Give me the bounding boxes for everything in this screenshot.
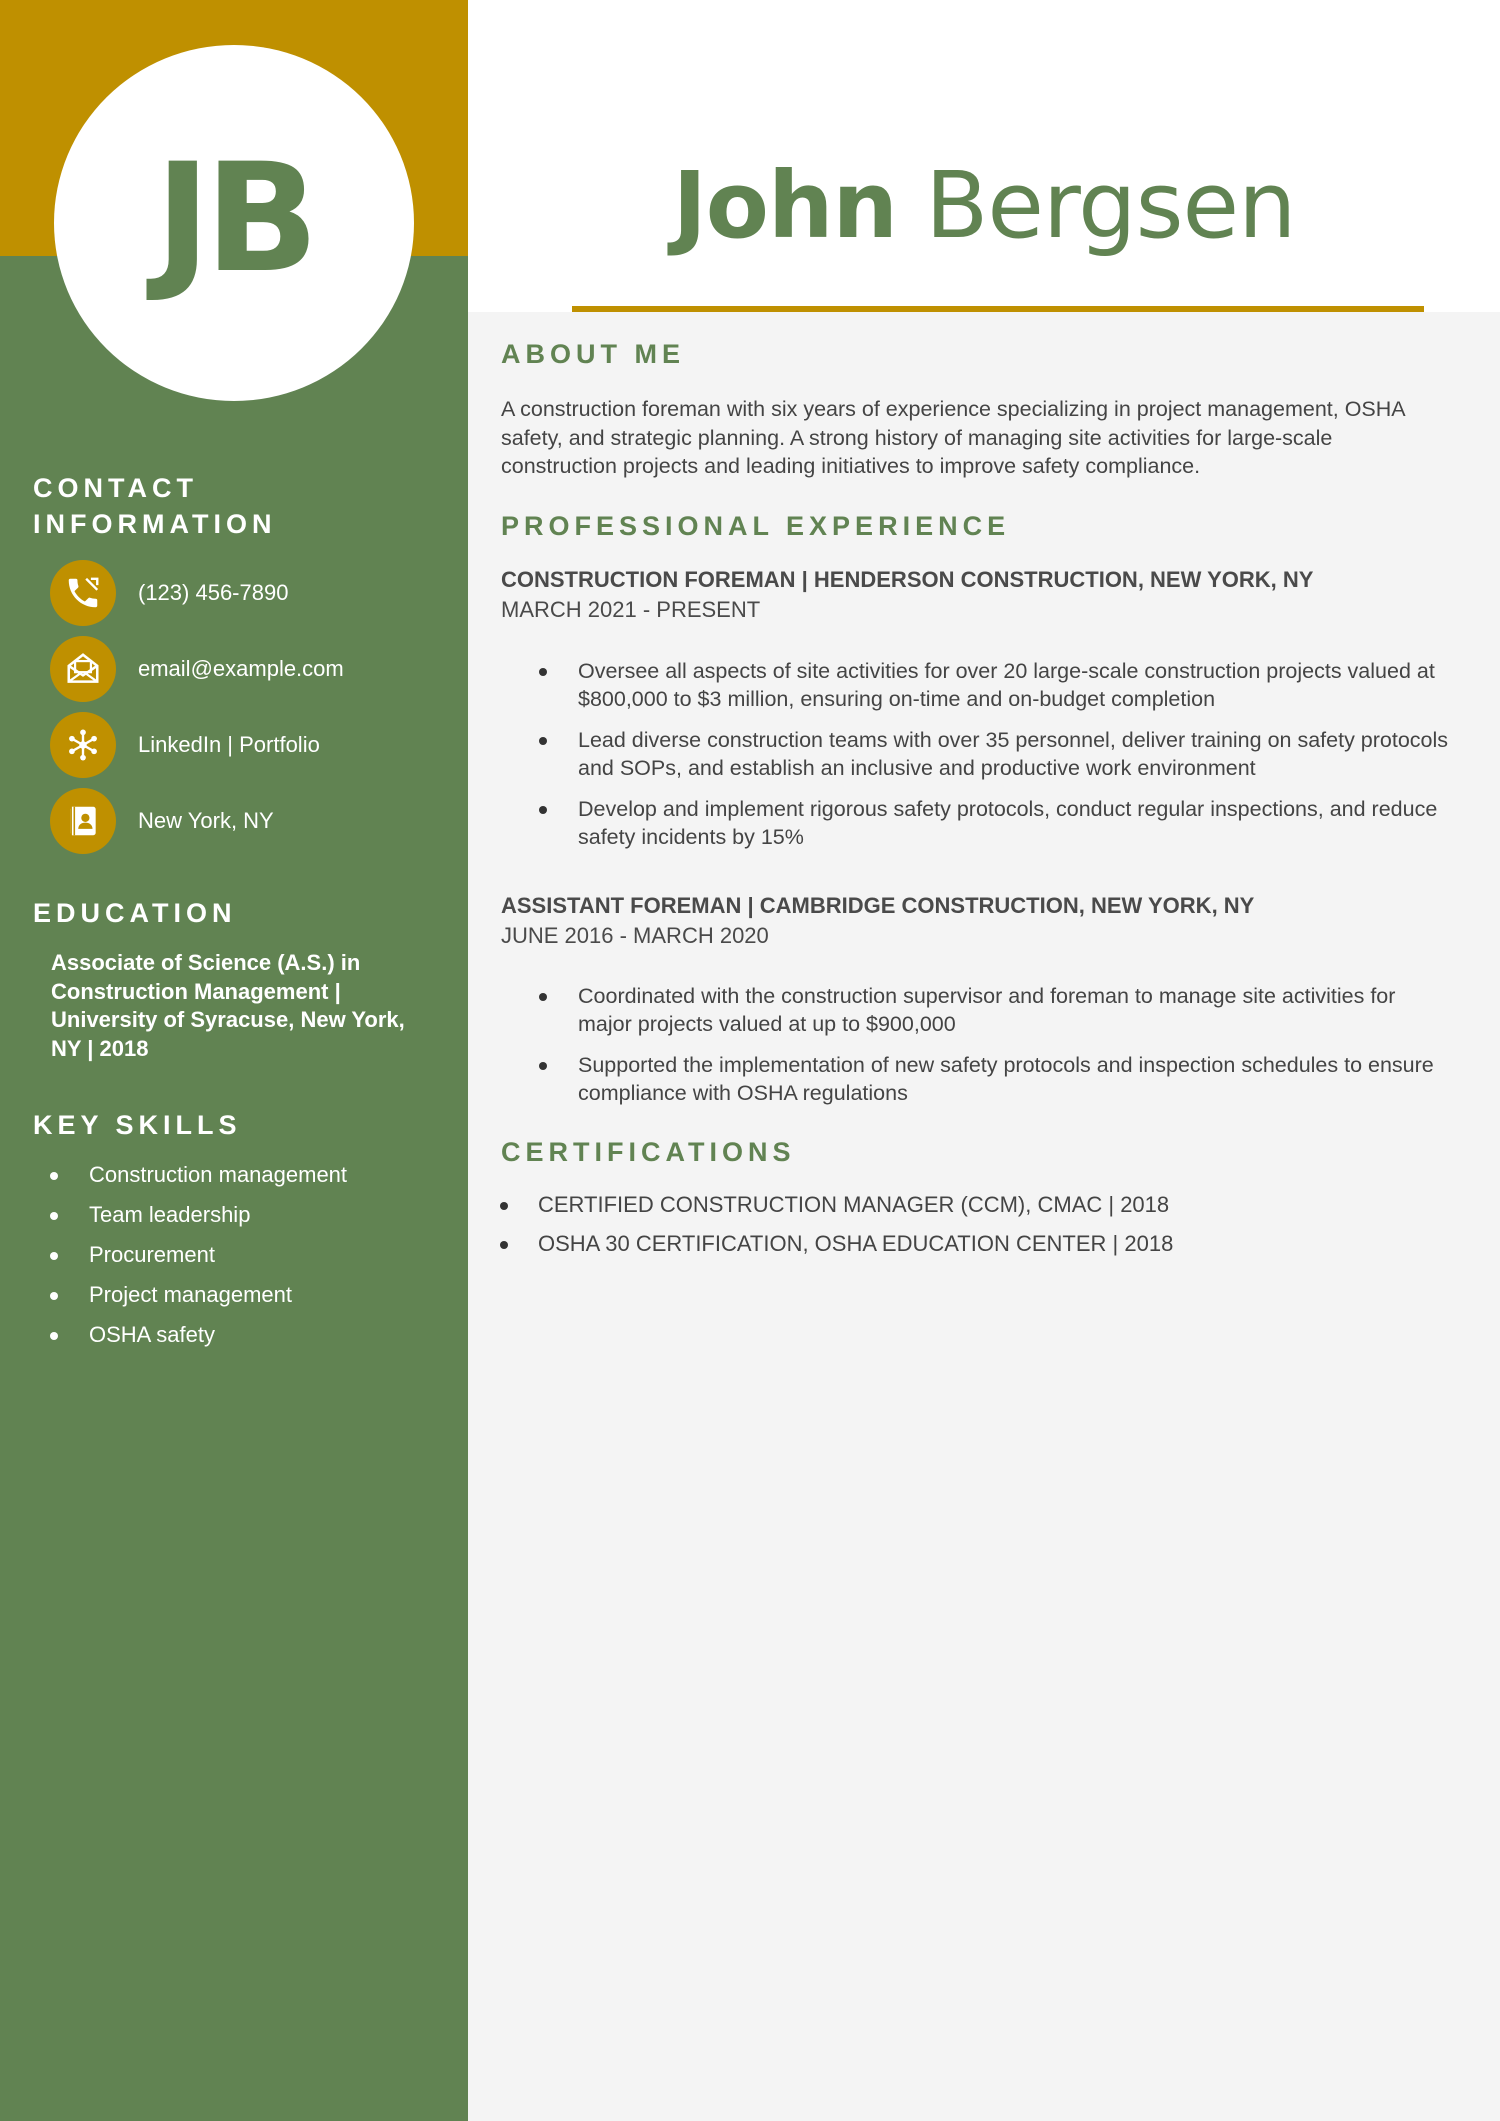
job-bullet: Develop and implement rigorous safety protocols, conduct regular inspections, and reduce safety incidents by 15% xyxy=(539,795,1449,851)
contact-location[interactable] xyxy=(50,788,274,854)
monogram-badge xyxy=(54,45,414,401)
name-underline xyxy=(572,306,1424,312)
candidate-name xyxy=(468,152,1500,259)
job-title: CONSTRUCTION FOREMAN | HENDERSON CONSTRUCTION, NEW YORK, NY xyxy=(501,567,1314,592)
contact-email[interactable] xyxy=(50,636,344,702)
education-heading: EDUCATION xyxy=(33,898,237,928)
contact-phone[interactable] xyxy=(50,560,288,626)
about-text: A construction foreman with six years of experience specializing in project management, OSHA safety, and strategic planning. A strong history of managing site activities for large-scale construction projects and leading initiatives to improve safety compliance. xyxy=(501,397,1405,478)
job-bullet: Coordinated with the construction supervisor and foreman to manage site activities for major projects valued at up to $900,000 xyxy=(539,982,1449,1038)
job-dates: JUNE 2016 - MARCH 2020 xyxy=(501,923,769,948)
phone-icon xyxy=(50,560,116,626)
first-name: John xyxy=(672,152,897,259)
certifications-list xyxy=(500,1191,1173,1269)
skills-list xyxy=(50,1155,347,1355)
job-dates: MARCH 2021 - PRESENT xyxy=(501,597,761,622)
contact-linkedin[interactable] xyxy=(50,712,320,778)
contact-heading xyxy=(33,470,276,542)
job-bullet: Oversee all aspects of site activities for over 20 large-scale construction projects valued at $800,000 to $3 million, ensuring on-time and on-budget completion xyxy=(539,657,1449,713)
education-entry: Associate of Science (A.S.) in Construction Management | University of Syracuse, New York, NY | 2018 xyxy=(51,950,405,1061)
contact-location-text: New York, NY xyxy=(138,808,274,833)
contact-heading-line1: CONTACT xyxy=(33,473,198,503)
last-name: Bergsen xyxy=(925,152,1296,259)
certification-item: CERTIFIED CONSTRUCTION MANAGER (CCM), CMAC | 2018 xyxy=(500,1191,1173,1230)
skill-item: Procurement xyxy=(50,1235,347,1275)
job-bullet: Supported the implementation of new safety protocols and inspection schedules to ensure compliance with OSHA regulations xyxy=(539,1051,1449,1107)
certification-item: OSHA 30 CERTIFICATION, OSHA EDUCATION CENTER | 2018 xyxy=(500,1230,1173,1269)
network-icon xyxy=(50,712,116,778)
skill-item: OSHA safety xyxy=(50,1315,347,1355)
certifications-heading: CERTIFICATIONS xyxy=(501,1137,796,1167)
skill-item: Project management xyxy=(50,1275,347,1315)
skills-heading: KEY SKILLS xyxy=(33,1110,242,1140)
job-title: ASSISTANT FOREMAN | CAMBRIDGE CONSTRUCTION, NEW YORK, NY xyxy=(501,893,1255,918)
monogram-text: JB xyxy=(154,132,314,306)
contact-linkedin-text: LinkedIn | Portfolio xyxy=(138,732,320,757)
job-bullets xyxy=(539,982,1449,1120)
job-bullets xyxy=(539,657,1449,864)
about-heading: ABOUT ME xyxy=(501,339,685,369)
contact-heading-line2: INFORMATION xyxy=(33,509,277,539)
contact-phone-text: (123) 456-7890 xyxy=(138,580,289,605)
skill-item: Team leadership xyxy=(50,1195,347,1235)
skill-item: Construction management xyxy=(50,1155,347,1195)
contact-email-text: email@example.com xyxy=(138,656,344,681)
contact-card-icon xyxy=(50,788,116,854)
job-bullet: Lead diverse construction teams with over 35 personnel, deliver training on safety protocols and SOPs, and establish an inclusive and productive work environment xyxy=(539,726,1449,782)
email-icon xyxy=(50,636,116,702)
experience-heading: PROFESSIONAL EXPERIENCE xyxy=(501,511,1011,541)
